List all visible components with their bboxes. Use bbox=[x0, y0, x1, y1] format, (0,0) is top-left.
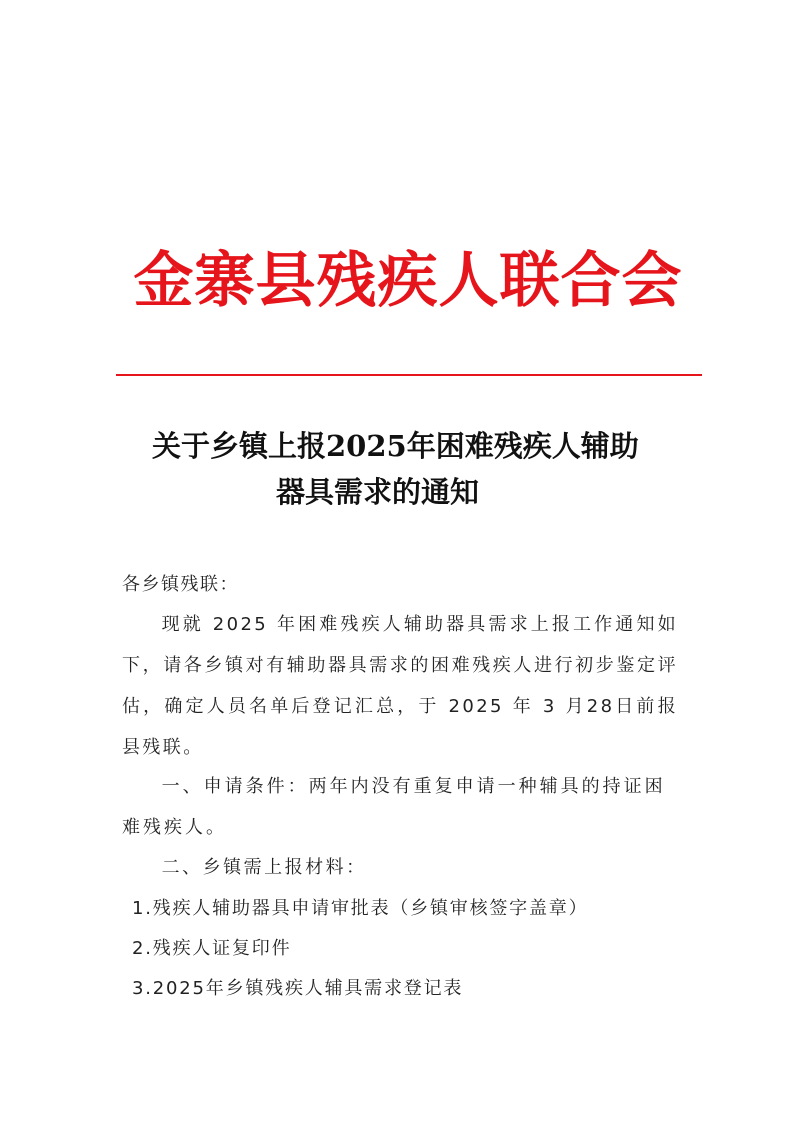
paragraph-conditions: 一、申请条件：两年内没有重复申请一种辅具的持证困难残疾人。 bbox=[122, 776, 666, 838]
letterhead-org-name: 金寨县残疾人联合会 bbox=[133, 246, 683, 316]
document-title-line-1: 关于乡镇上报2025年困难残疾人辅助 bbox=[152, 429, 639, 463]
salutation: 各乡镇残联： bbox=[122, 574, 239, 595]
materials-list-item: 2.残疾人证复印件 bbox=[132, 938, 292, 959]
paragraph-notice: 现就 2025 年困难残疾人辅助器具需求上报工作通知如下，请各乡镇对有辅助器具需求的困难残疾人进行初步鉴定评估，确定人员名单后登记汇总，于 2025 年 3 月28日前报县残联。 bbox=[122, 614, 678, 758]
document-title-line-2: 器具需求的通知 bbox=[276, 475, 480, 509]
materials-list-item: 3.2025年乡镇残疾人辅具需求登记表 bbox=[132, 978, 464, 999]
paragraph-materials-heading: 二、乡镇需上报材料： bbox=[161, 857, 367, 878]
letterhead-divider bbox=[116, 374, 702, 376]
materials-list-item: 1.残疾人辅助器具申请审批表（乡镇审核签字盖章） bbox=[132, 898, 589, 919]
